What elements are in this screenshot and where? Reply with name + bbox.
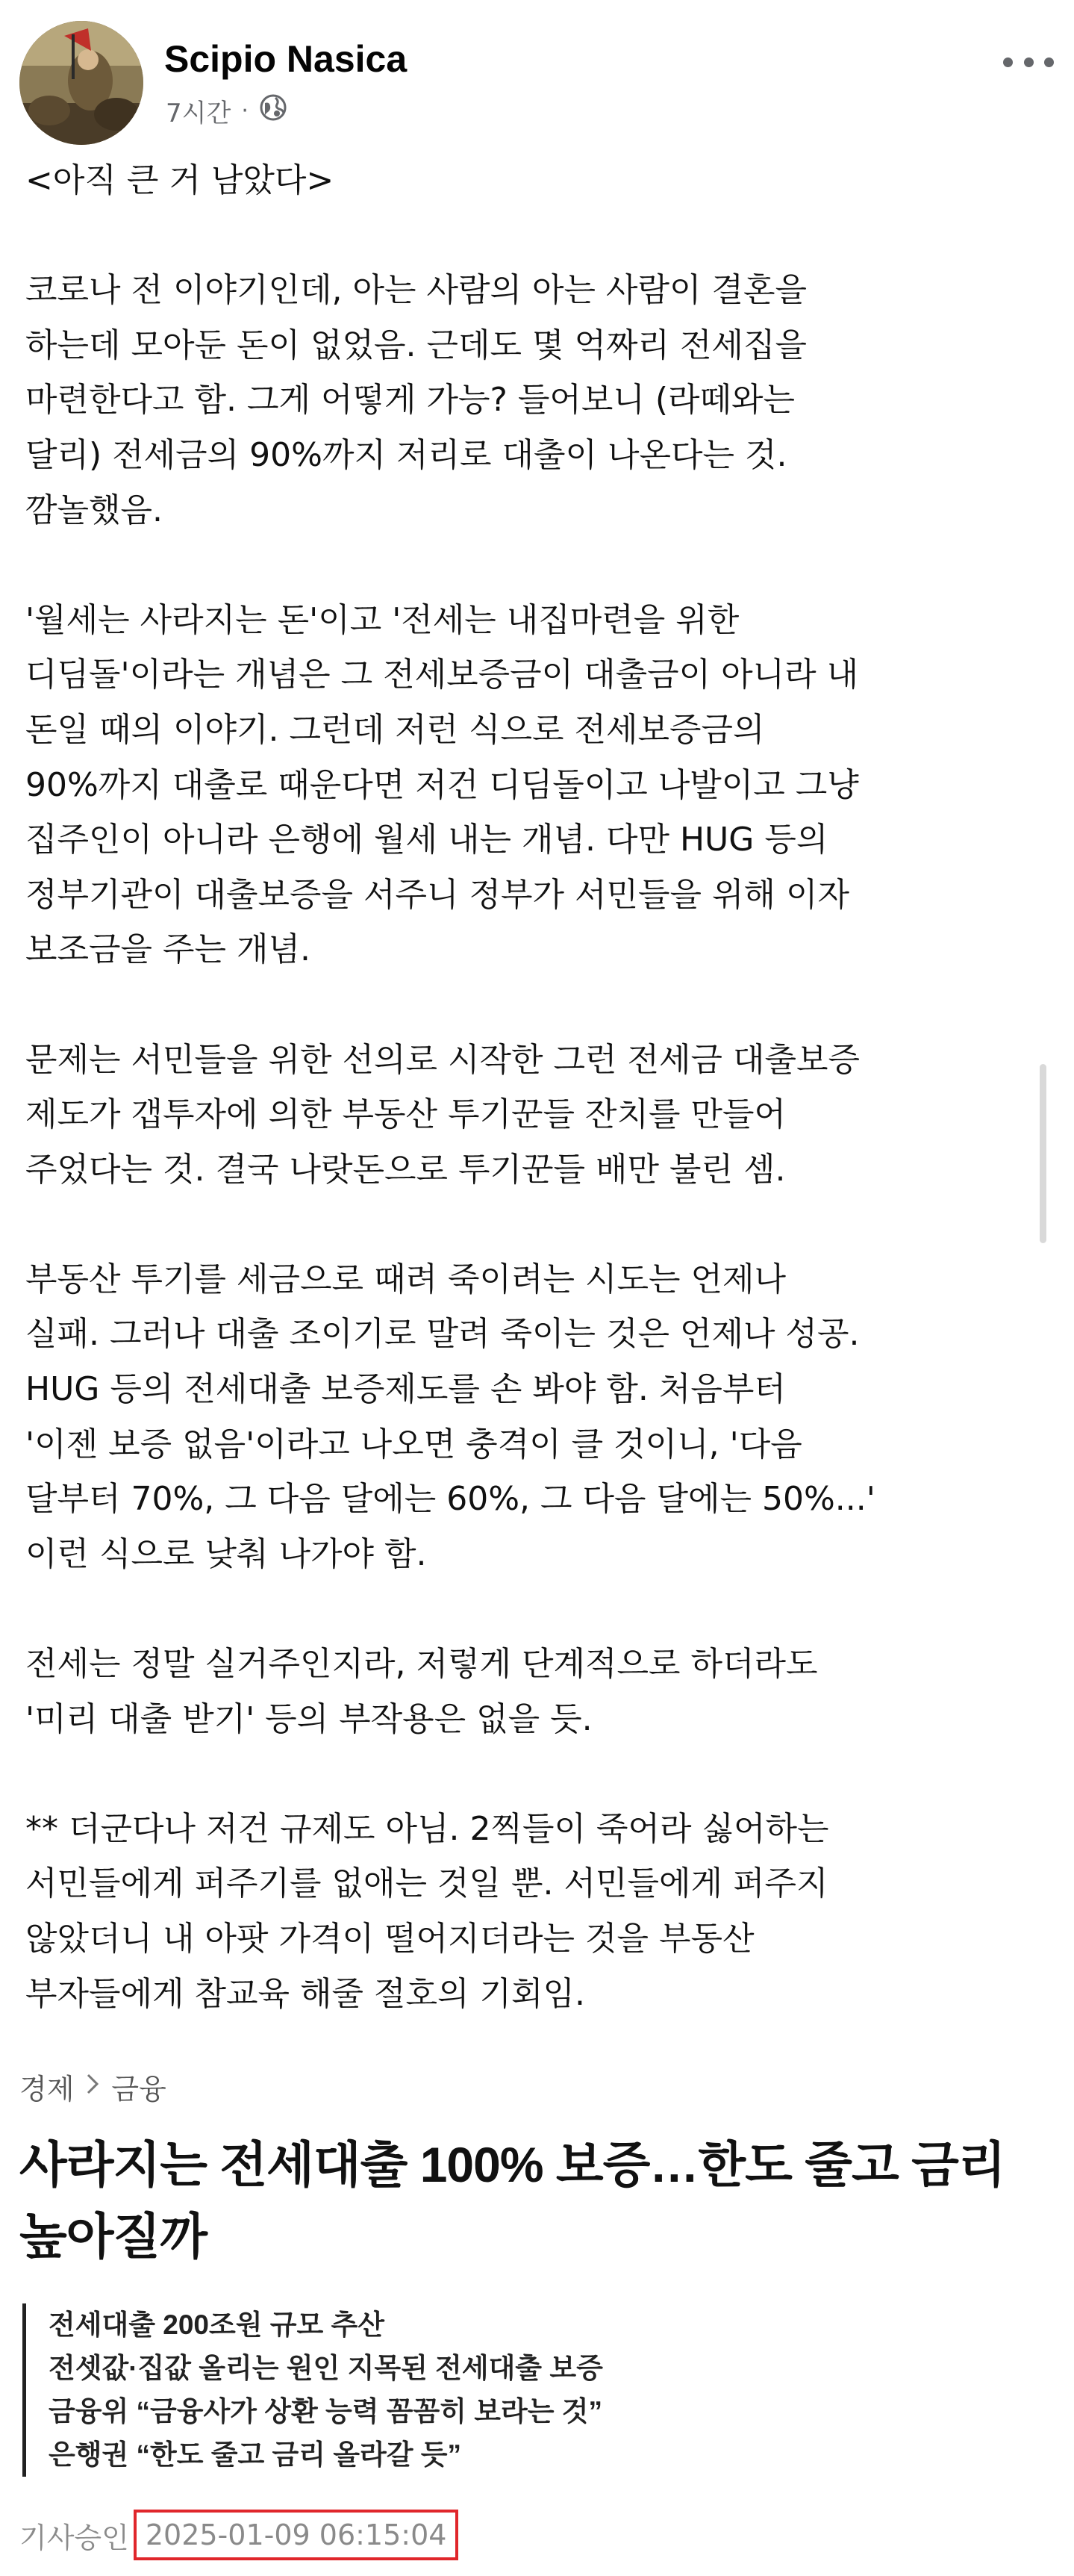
post-text-line: 실패. 그러나 대출 조이기로 말려 죽이는 것은 언제나 성공. xyxy=(25,1315,860,1354)
globe-icon xyxy=(259,93,287,128)
post-text-line: 90%까지 대출로 때운다면 저건 디딤돌이고 나발이고 그냥 xyxy=(25,765,859,804)
summary-line: 전세대출 200조원 규모 추산 xyxy=(49,2309,384,2340)
post-text-line: HUG 등의 전세대출 보증제도를 손 봐야 함. 처음부터 xyxy=(25,1370,786,1409)
paragraph-gap xyxy=(25,208,1029,264)
article-headline xyxy=(19,2129,1064,2272)
approval-label: 기사승인 xyxy=(19,2521,129,2554)
post-text-line: 않았더니 내 아팟 가격이 떨어지더라는 것을 부동산 xyxy=(25,1920,755,1958)
post-text-line: 주었다는 것. 결국 나랏돈으로 투기꾼들 배만 불린 셈. xyxy=(25,1150,786,1189)
chevron-right-icon xyxy=(84,2071,101,2103)
post-text-line: 코로나 전 이야기인데, 아는 사람의 아는 사람이 결혼을 xyxy=(25,271,807,310)
approval-datetime-highlight: 2025-01-09 06:15:04 xyxy=(134,2510,459,2560)
author-name[interactable]: Scipio Nasica xyxy=(164,38,408,80)
post-text-line: 마련한다고 함. 그게 어떻게 가능? 들어보니 (라떼와는 xyxy=(25,381,796,420)
headline-line: 사라지는 전세대출 100% 보증…한도 줄고 금리 xyxy=(19,2137,1005,2192)
post-text-line: '미리 대출 받기' 등의 부작용은 없을 듯. xyxy=(25,1699,593,1738)
avatar-painting-image xyxy=(19,21,143,145)
scrollbar-thumb[interactable] xyxy=(1040,1064,1046,1243)
more-options-icon[interactable] xyxy=(999,43,1058,81)
post-text-line: 달부터 70%, 그 다음 달에는 60%, 그 다음 달에는 50%...' xyxy=(25,1480,875,1519)
post-text-line: <아직 큰 거 남았다> xyxy=(25,161,334,199)
paragraph-gap xyxy=(25,1746,1029,1802)
meta-separator: · xyxy=(241,97,249,124)
summary-line: 전셋값·집값 올리는 원인 지목된 전세대출 보증 xyxy=(49,2353,603,2383)
post-text-line: 서민들에게 퍼주기를 없애는 것일 뿐. 서민들에게 퍼주지 xyxy=(25,1864,828,1903)
post-text-line: 제도가 갭투자에 의한 부동산 투기꾼들 잔치를 만들어 xyxy=(25,1095,787,1134)
paragraph-gap xyxy=(25,977,1029,1033)
paragraph-gap xyxy=(25,1581,1029,1637)
post-text-line: 달리) 전세금의 90%까지 저리로 대출이 나온다는 것. xyxy=(25,435,787,474)
post-text-line: ** 더군다나 저건 규제도 아님. 2찍들이 죽어라 싫어하는 xyxy=(25,1809,829,1848)
post-text-line: 하는데 모아둔 돈이 없었음. 근데도 몇 억짜리 전세집을 xyxy=(25,326,807,364)
post-text-line: 정부기관이 대출보증을 서주니 정부가 서민들을 위해 이자 xyxy=(25,875,850,914)
post-text-line: 집주인이 아니라 은행에 월세 내는 개념. 다만 HUG 등의 xyxy=(25,821,828,859)
breadcrumb xyxy=(19,2066,166,2107)
breadcrumb-section[interactable]: 경제 xyxy=(19,2073,75,2106)
post-body xyxy=(25,153,1029,2021)
post-text-line: '이젠 보증 없음'이라고 나오면 충격이 클 것이니, '다음 xyxy=(25,1425,802,1463)
post-meta xyxy=(166,90,287,131)
article-summary xyxy=(22,2303,1052,2477)
post-header xyxy=(0,0,1074,149)
avatar[interactable] xyxy=(19,21,143,145)
post-time[interactable]: 7시간 xyxy=(166,98,231,128)
approval-info xyxy=(19,2509,458,2561)
breadcrumb-subsection[interactable]: 금융 xyxy=(111,2073,166,2106)
post-text-line: 부동산 투기를 세금으로 때려 죽이려는 시도는 언제나 xyxy=(25,1260,787,1298)
post-text-line: 전세는 정말 실거주인지라, 저렇게 단계적으로 하더라도 xyxy=(25,1645,818,1684)
post-text-line: 이런 식으로 낮춰 나가야 함. xyxy=(25,1534,427,1573)
post-text-line: 돈일 때의 이야기. 그런데 저런 식으로 전세보증금의 xyxy=(25,710,765,749)
paragraph-gap xyxy=(25,1197,1029,1252)
post-text-line: 문제는 서민들을 위한 선의로 시작한 그런 전세금 대출보증 xyxy=(25,1040,860,1079)
post-text-line: 보조금을 주는 개념. xyxy=(25,930,310,969)
summary-line: 금융위 “금융사가 상환 능력 꼼꼼히 보라는 것” xyxy=(49,2396,603,2427)
post-text-line: 디딤돌'이라는 개념은 그 전세보증금이 대출금이 아니라 내 xyxy=(25,656,859,694)
headline-line: 높아질까 xyxy=(19,2209,207,2264)
post-text-line: 깜놀했음. xyxy=(25,491,163,529)
paragraph-gap xyxy=(25,538,1029,593)
summary-line: 은행권 “한도 줄고 금리 올라갈 듯” xyxy=(49,2439,462,2470)
post-text-line: '월세는 사라지는 돈'이고 '전세는 내집마련을 위한 xyxy=(25,600,740,639)
post-text-line: 부자들에게 참교육 해줄 절호의 기회임. xyxy=(25,1974,585,2013)
